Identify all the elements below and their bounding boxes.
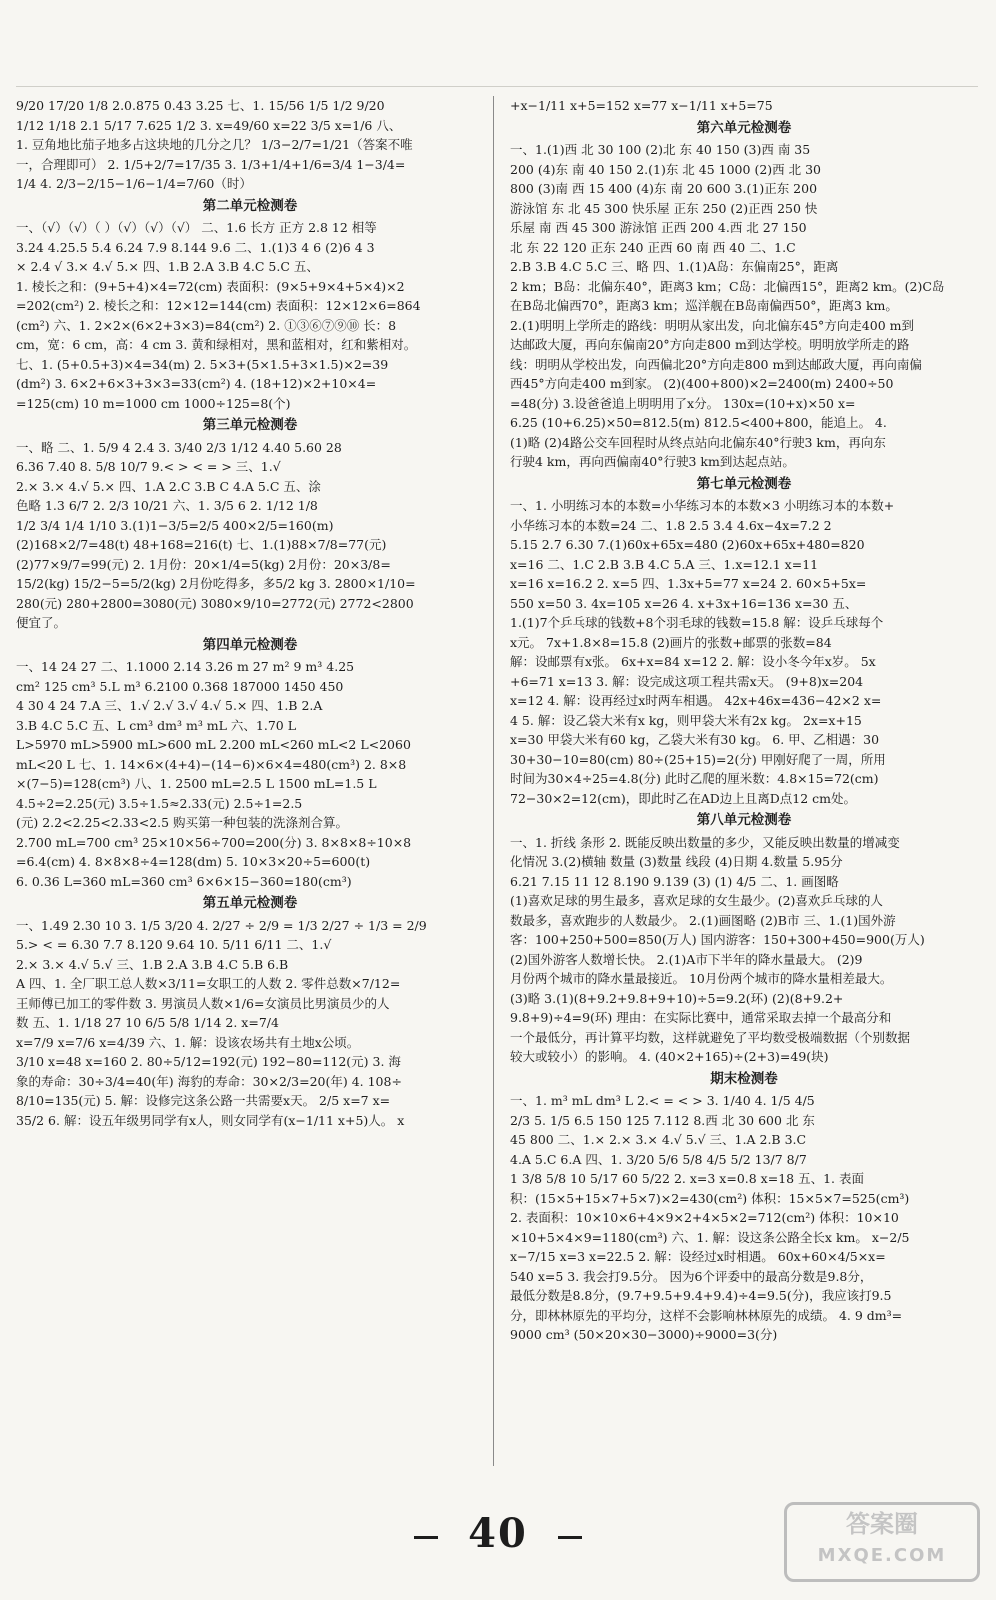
answer-line: 1 3/8 5/8 10 5/17 60 5/22 2. x=3 x=0.8 x=18 五、1. 表面 [510, 1171, 864, 1186]
section-title: 期末检测卷 [710, 1070, 778, 1087]
answer-line: 解：设邮票有x张。 6x+x=84 x=12 2. 解：设小冬今年x岁。 5x [510, 654, 876, 669]
answer-line: 达邮政大厦，再向东偏南20°方向走800 m到达学校。明明放学所走的路 [510, 337, 910, 352]
answer-line: 9.8+9)÷4=9(环) 理由：在实际比赛中，通常采取去掉一个最高分和 [510, 1010, 892, 1025]
answer-line: 2.700 mL=700 cm³ 25×10×56÷700=200(分) 3. 8×8×8÷10×8 [16, 834, 412, 850]
answer-line: +6=71 x=13 3. 解：设完成这项工程共需x天。 (9+8)x=204 [510, 673, 864, 689]
answer-line: 5.15 2.7 6.30 7.(1)60x+65x=480 (2)60x+65x+480=820 [510, 537, 865, 552]
answer-line: 45 800 二、1.× 2.× 3.× 4.√ 5.√ 三、1.A 2.B 3.C [510, 1132, 807, 1147]
answer-line: 一个最低分，再计算平均数，这样就避免了平均数受极端数据（个别数据 [510, 1029, 911, 1045]
answer-line: (1)略 (2)4路公交车回程时从终点站向北偏东40°行驶3 km，再向东 [510, 434, 886, 450]
answer-line: ×10+5×4×9=1180(cm³) 六、1. 解：设这条公路全长x km。 x−2/5 [510, 1229, 910, 1245]
answer-line: 72−30×2=12(cm)，即此时乙在AD边上且离D点12 cm处。 [510, 790, 857, 806]
answer-line: 6.25 (10+6.25)×50=812.5(m) 812.5<400+800，能追上。 4. [510, 415, 887, 430]
answer-line: 在B岛北偏西70°，距离3 km；巡洋舰在B岛南偏西50°，距离3 km。 [510, 298, 898, 313]
answer-line: 3.24 4.25.5 5.4 6.24 7.9 8.144 9.6 二、1.(1)3 4 6 (2)6 4 3 [16, 239, 375, 255]
answer-line: 较大或较小）的影响。 4. (40×2+165)÷(2+3)=49(块) [510, 1049, 829, 1064]
answer-line: 30+30−10=80(cm) 80÷(25+15)=2(分) 甲刚好爬了一周，所用 [510, 751, 886, 767]
answer-line: 一、（√）（√）（ ）（√）（√）（√） 二、1.6 长方 正方 2.8 12 相等 [16, 220, 377, 235]
answer-line: 1. 豆角地比茄子地多占这块地的几分之几？ 1/3−2/7=1/21（答案不唯 [16, 137, 413, 152]
answer-line: 540 x=5 3. 我会打9.5分。 因为6个评委中的最高分数是9.8分， [510, 1268, 873, 1284]
answer-line: =6.4(cm) 4. 8×8×8÷4=128(dm) 5. 10×3×20÷5=600(t) [16, 854, 371, 869]
answer-line: x=7/9 x=7/6 x=4/39 六、1. 解：设该农场共有土地x公顷。 [16, 1034, 360, 1050]
answer-line: 280(元) 280+2800=3080(元) 3080×9/10=2772(元) 2772<2800 [16, 595, 414, 611]
section-title: 第八单元检测卷 [696, 812, 792, 828]
answer-line: 2 km；B岛：北偏东40°，距离3 km；C岛：北偏西15°，距离2 km。(2)C岛 [510, 278, 945, 294]
answer-line: +x−1/11 x+5=152 x=77 x−1/11 x+5=75 [510, 98, 773, 113]
answer-line: 积：(15×5+15×7+5×7)×2=430(cm²) 体积：15×5×7=525(cm³) [510, 1190, 910, 1206]
answer-line: A 四、1. 全厂职工总人数×3/11=女职工的人数 2. 零件总数×7/12= [16, 976, 401, 991]
answer-line: 5.> < = 6.30 7.7 8.120 9.64 10. 5/11 6/11 二、1.√ [16, 937, 332, 952]
watermark-line-2: MXQE.COM [817, 1545, 947, 1566]
page-number-right-dash [558, 1536, 582, 1539]
answer-line: 8/10=135(元) 5. 解：设修完这条公路一共需要x天。 2/5 x=7 x= [16, 1093, 391, 1108]
answer-line: 数 五、1. 1/18 27 10 6/5 5/8 1/14 2. x=7/4 [16, 1015, 279, 1030]
answer-line: 色略 1.3 6/7 2. 2/3 10/21 六、1. 3/5 6 2. 1/12 1/8 [16, 498, 318, 513]
answer-line: 北 东 22 120 正东 240 正西 60 南 西 40 二、1.C [510, 239, 796, 255]
answer-line: 4.A 5.C 6.A 四、1. 3/20 5/6 5/8 4/5 5/2 13/7 8/7 [510, 1151, 807, 1167]
answer-line: 一、略 二、1. 5/9 4 2.4 3. 3/40 2/3 1/12 4.40 5.60 28 [16, 439, 342, 455]
answer-line: ×(7−5)=128(cm³) 八、1. 2500 mL=2.5 L 1500 mL=1.5 L [16, 776, 377, 791]
answer-line: 月份两个城市的降水量最接近。 10月份两个城市的降水量相差最大。 [510, 971, 893, 986]
answer-line: =125(cm) 10 m=1000 cm 1000÷125=8(个) [16, 395, 291, 411]
right-answer-column [510, 96, 978, 1345]
answer-line: × 2.4 √ 3.× 4.√ 5.× 四、1.B 2.A 3.B 4.C 5.C 五、 [16, 259, 319, 274]
watermark-logo [784, 1502, 980, 1582]
answer-line: 游泳馆 东 北 45 300 快乐屋 正东 250 (2)正西 250 快 [510, 200, 818, 216]
answer-line: 2. 表面积：10×10×6+4×9×2+4×5×2=712(cm²) 体积：10×10 [510, 1210, 899, 1225]
answer-line: 一、1. 折线 条形 2. 既能反映出数量的多少，又能反映出数量的增减变 [510, 834, 900, 850]
answer-line: 1/12 1/18 2.1 5/17 7.625 1/2 3. x=49/60 x=22 3/5 x=1/6 八、 [16, 117, 402, 133]
answer-line: 西45°方向走400 m到家。 (2)(400+800)×2=2400(m) 2400÷50 [510, 376, 894, 391]
answer-line: x=16 二、1.C 2.B 3.B 4.C 5.A 三、1.x=12.1 x=11 [510, 556, 819, 572]
answer-line: 2.(1)明明上学所走的路线：明明从家出发，向北偏东45°方向走400 m到 [510, 317, 914, 333]
answer-line: 象的寿命：30÷3/4=40(年) 海豹的寿命：30×2/3=20(年) 4. 108÷ [16, 1073, 402, 1089]
section-title: 第六单元检测卷 [696, 119, 792, 136]
section-title: 第二单元检测卷 [202, 197, 298, 214]
answer-line: 35/2 6. 解：设五年级男同学有x人，则女同学有(x−1/11 x+5)人。 x [16, 1112, 405, 1128]
answer-line: 6.21 7.15 11 12 8.190 9.139 (3) (1) 4/5 二、1. 画图略 [510, 873, 839, 889]
answer-line: 便宜了。 [16, 615, 67, 630]
answer-line: L>5970 mL>5900 mL>600 mL 2.200 mL<260 mL<2 L<2060 [16, 737, 411, 752]
answer-line: 一、14 24 27 二、1.1000 2.14 3.26 m 27 m² 9 m³ 4.25 [16, 659, 355, 674]
section-title: 第四单元检测卷 [202, 636, 298, 653]
answer-line: 2.× 3.× 4.√ 5.× 四、1.A 2.C 3.B C 4.A 5.C 五、涂 [16, 478, 321, 494]
answer-line: 550 x=50 3. 4x=105 x=26 4. x+3x+16=136 x=30 五、 [510, 595, 858, 611]
left-answer-column [16, 96, 484, 1130]
answer-line: 客：100+250+500=850(万人) 国内游客：150+300+450=900(万人) [510, 932, 925, 947]
watermark-line-1: 答案圈 [846, 1510, 918, 1538]
answer-line: mL<20 L 七、1. 14×6×(4+4)−(14−6)×6×4=480(cm³) 2. 8×8 [16, 756, 407, 772]
answer-line: 数最多，喜欢跑步的人数最少。 2.(1)画图略 (2)B市 三、1.(1)国外游 [510, 912, 896, 928]
page-number-text: 40 [468, 1510, 528, 1557]
answer-line: 一、1.49 2.30 10 3. 1/5 3/20 4. 2/27 ÷ 2/9 = 1/3 2/27 ÷ 1/3 = 2/9 [16, 917, 427, 933]
answer-line: 2.× 3.× 4.√ 5.√ 三、1.B 2.A 3.B 4.C 5.B 6.B [16, 956, 289, 972]
top-edge-rule [16, 86, 978, 87]
answer-line: x=30 甲袋大米有60 kg，乙袋大米有30 kg。 6. 甲、乙相遇：30 [510, 732, 880, 747]
answer-line: 王师傅已加工的零件数 3. 男演员人数×1/6=女演员比男演员少的人 [16, 995, 390, 1011]
answer-line: 9/20 17/20 1/8 2.0.875 0.43 3.25 七、1. 15/56 1/5 1/2 9/20 [16, 98, 385, 113]
answer-line: 1. 棱长之和：(9+5+4)×4=72(cm) 表面积：(9×5+9×4+5×4)×2 [16, 278, 405, 294]
answer-line: 15/2(kg) 15/2−5=5/2(kg) 2月份吃得多，多5/2 kg 3. 2800×1/10= [16, 576, 416, 591]
column-divider [493, 96, 494, 1466]
answer-line: 9000 cm³ (50×20×30−3000)÷9000=3(分) [510, 1327, 778, 1342]
page-number-left-dash [414, 1536, 438, 1539]
answer-line: 一、1.(1)西 北 30 100 (2)北 东 40 150 (3)西 南 35 [510, 142, 811, 157]
answer-line: (3)略 3.(1)(8+9.2+9.8+9+10)÷5=9.2(环) (2)(8+9.2+ [510, 990, 844, 1006]
answer-line: 200 (4)东 南 40 150 2.(1)东 北 45 1000 (2)西 北 30 [510, 161, 821, 177]
answer-line: 1/4 4. 2/3−2/15−1/6−1/4=7/60（时） [16, 176, 252, 191]
answer-line: 最低分数是8.8分，(9.7+9.5+9.4+9.4)÷4=9.5(分)，我应该打9.5 [510, 1288, 892, 1303]
answer-line: (2)77×9/7=99(元) 2. 1月份：20×1/4=5(kg) 2月份：20×3/8= [16, 556, 391, 572]
answer-line: (cm²) 六、1. 2×2×(6×2+3×3)=84(cm²) 2. ①③⑥⑦⑨⑩ 长：8 [16, 317, 397, 333]
answer-line: 1/2 3/4 1/4 1/10 3.(1)1−3/5=2/5 400×2/5=160(m) [16, 517, 334, 533]
answer-line: 2.B 3.B 4.C 5.C 三、略 四、1.(1)A岛：东偏南25°，距离 [510, 259, 839, 274]
answer-line: 七、1. (5+0.5+3)×4=34(m) 2. 5×3+(5×1.5+3×1.5)×2=39 [16, 356, 389, 372]
answer-line: 4 5. 解：设乙袋大米有x kg，则甲袋大米有2x kg。 2x=x+15 [510, 712, 862, 728]
answer-line: 乐屋 南 西 45 300 游泳馆 正西 200 4.西 北 27 150 [510, 220, 807, 235]
answer-line: 4.5÷2=2.25(元) 3.5÷1.5≈2.33(元) 2.5÷1=2.5 [16, 795, 303, 811]
answer-line: (1)喜欢足球的男生最多，喜欢足球的女生最少。(2)喜欢乒乓球的人 [510, 893, 883, 908]
answer-line: 6. 0.36 L=360 mL=360 cm³ 6×6×15−360=180(cm³) [16, 873, 352, 889]
section-title: 第七单元检测卷 [696, 475, 792, 492]
answer-line: cm² 125 cm³ 5.L m³ 6.2100 0.368 187000 1450 450 [16, 678, 344, 694]
answer-line: =202(cm²) 2. 棱长之和：12×12=144(cm) 表面积：12×12×6=864 [16, 298, 421, 313]
answer-line: 2/3 5. 1/5 6.5 150 125 7.112 8.西 北 30 600 北 东 [510, 1112, 815, 1128]
answer-line: 一、1. 小明练习本的本数=小华练习本的本数×3 小明练习本的本数+ [510, 498, 895, 513]
answer-line: 小华练习本的本数=24 二、1.8 2.5 3.4 4.6x−4x=7.2 2 [510, 517, 832, 533]
section-title: 第五单元检测卷 [202, 895, 298, 911]
answer-line: 4 30 4 24 7.A 三、1.√ 2.√ 3.√ 4.√ 5.× 四、1.B 2.A [16, 698, 323, 713]
answer-line: 行驶4 km，再向西偏南40°行驶3 km到达起点站。 [510, 454, 795, 469]
answer-line: 化情况 3.(2)横轴 数量 (3)数量 线段 (4)日期 4.数量 5.95分 [510, 854, 843, 869]
answer-line: 分，即林林原先的平均分，这样不会影响林林原先的成绩。 4. 9 dm³= [510, 1307, 903, 1323]
answer-line: (2)国外游客人数增长快。 2.(1)A市下半年的降水量最大。 (2)9 [510, 951, 863, 967]
answer-line: 时间为30×4÷25=4.8(分) 此时乙爬的厘米数：4.8×15=72(cm) [510, 771, 879, 786]
answer-line: (dm²) 3. 6×2+6×3+3×3=33(cm²) 4. (18+12)×2+10×4= [16, 376, 377, 391]
answer-line: =48(分) 3.设爸爸追上明明用了x分。 130x=(10+x)×50 x= [510, 395, 856, 411]
answer-line: x=12 4. 解：设再经过x时两车相遇。 42x+46x=436−42×2 x= [510, 693, 882, 708]
answer-line: (2)168×2/7=48(t) 48+168=216(t) 七、1.(1)88×7/8=77(元) [16, 537, 387, 552]
answer-line: 一、1. m³ mL dm³ L 2.< = < > 3. 1/40 4. 1/5 4/5 [510, 1093, 815, 1108]
answer-line: cm，宽：6 cm，高：4 cm 3. 黄和绿相对，黑和蓝相对，红和紫相对。 [16, 337, 417, 352]
answer-line: 6.36 7.40 8. 5/8 10/7 9.< > < = > 三、1.√ [16, 459, 281, 474]
answer-line: 1.(1)7个乒乓球的钱数+8个羽毛球的钱数=15.8 解：设乒乓球每个 [510, 615, 884, 630]
answer-line: (元) 2.2<2.25<2.33<2.5 购买第一种包装的洗涤剂合算。 [16, 815, 349, 830]
answer-line: x−7/15 x=3 x=22.5 2. 解：设经过x时相遇。 60x+60×4/5×x= [510, 1249, 886, 1264]
answer-line: 线：明明从学校出发，向西偏北20°方向走800 m到达邮政大厦，再向南偏 [510, 356, 922, 372]
answer-line: x元。 7x+1.8×8=15.8 (2)画片的张数+邮票的张数=84 [510, 634, 832, 650]
answer-line: x=16 x=16.2 2. x=5 四、1.3x+5=77 x=24 2. 60×5+5x= [510, 576, 867, 591]
section-title: 第三单元检测卷 [202, 417, 298, 433]
answer-line: 3/10 x=48 x=160 2. 80÷5/12=192(元) 192−80=112(元) 3. 海 [16, 1054, 401, 1069]
answer-line: 3.B 4.C 5.C 五、L cm³ dm³ m³ mL 六、1.70 L [16, 717, 297, 733]
answer-line: 800 (3)南 西 15 400 (4)东 南 20 600 3.(1)正东 200 [510, 181, 818, 196]
answer-line: 一，合理即可） 2. 1/5+2/7=17/35 3. 1/3+1/4+1/6=3/4 1−3/4= [16, 156, 406, 172]
